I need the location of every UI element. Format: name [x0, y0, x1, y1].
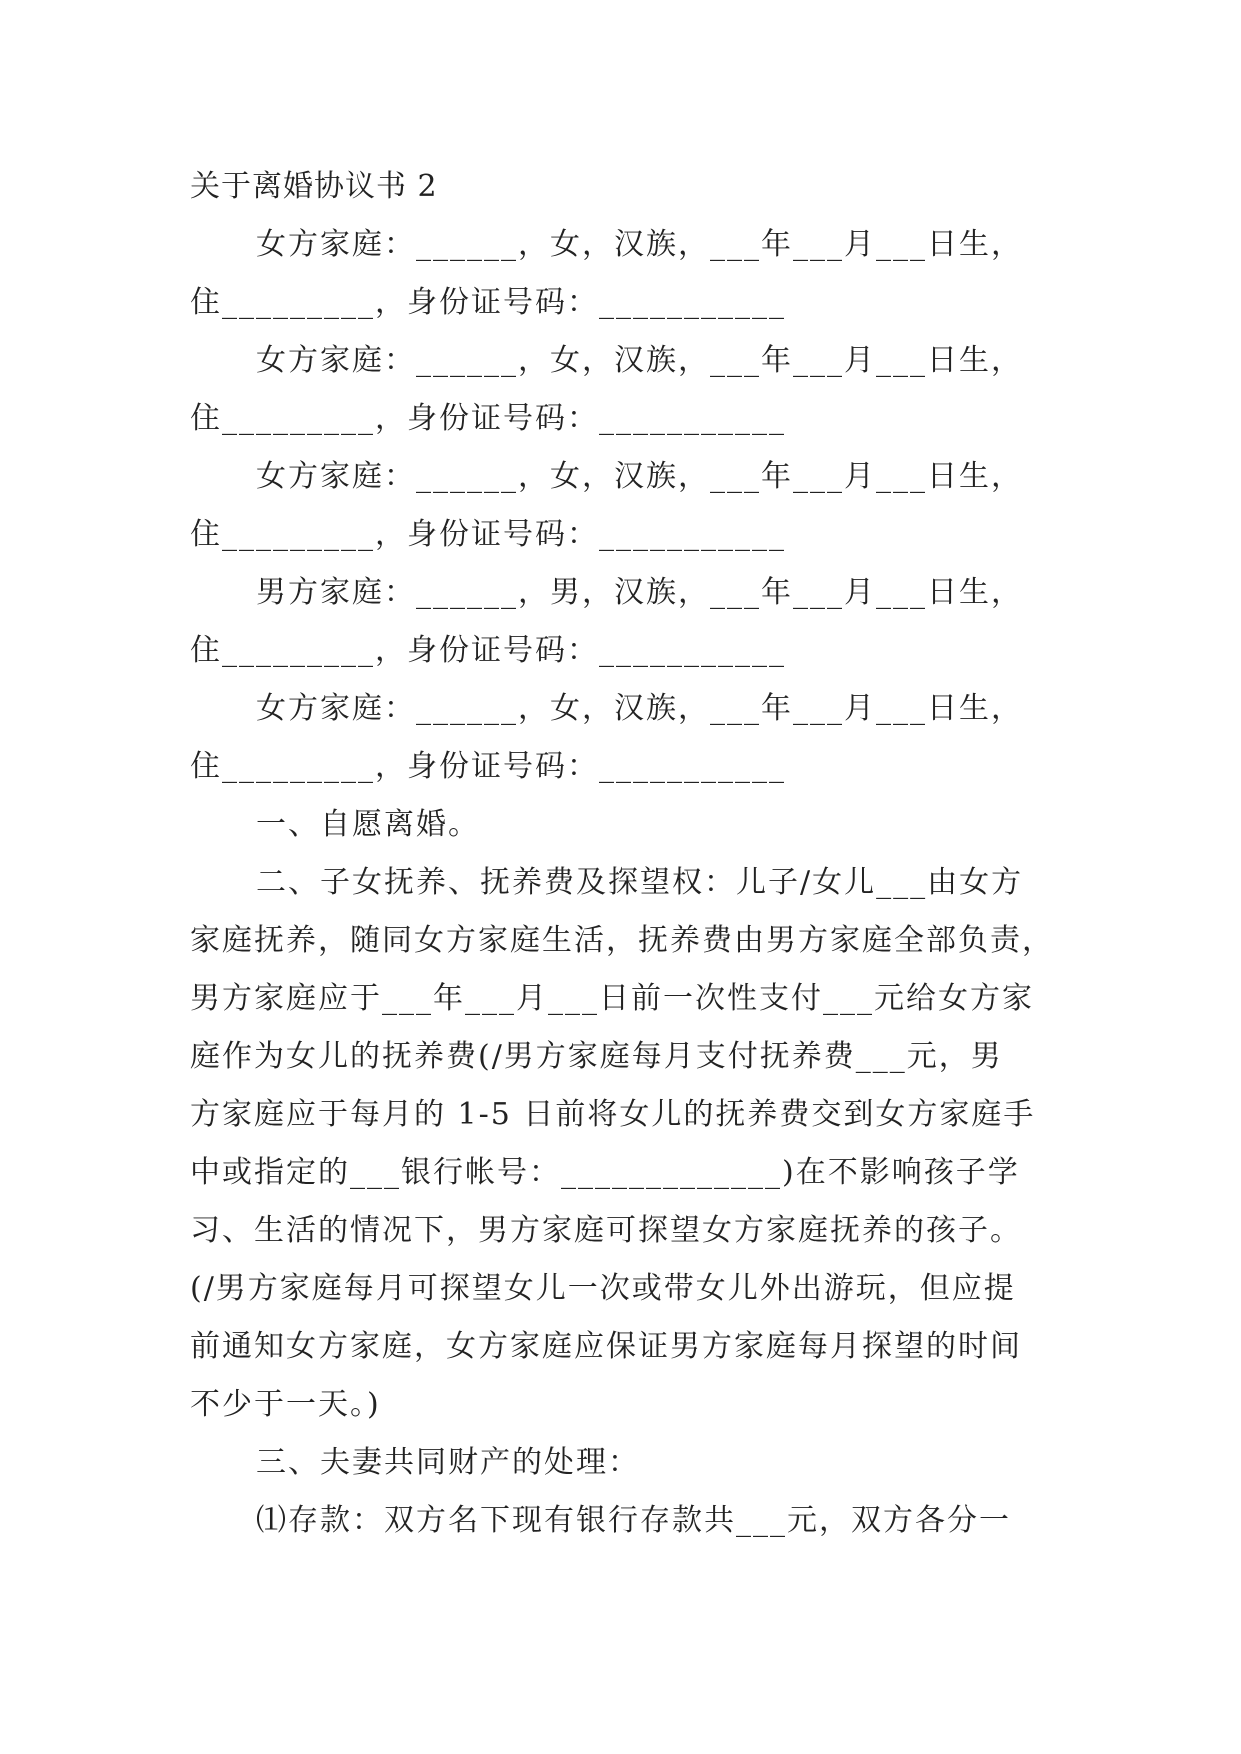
clause-paragraph-line: 不少于一天。)	[190, 1387, 381, 1422]
clause-paragraph-line: 前通知女方家庭，女方家庭应保证男方家庭每月探望的时间	[190, 1329, 1022, 1364]
clause-heading: 一、自愿离婚。	[256, 807, 480, 842]
party-line: 女方家庭：______，女，汉族，___年___月___日生，	[256, 343, 1023, 378]
clause-paragraph-line: 中或指定的___银行帐号：_____________)在不影响孩子学	[190, 1155, 1020, 1190]
party-line: 男方家庭：______，男，汉族，___年___月___日生，	[256, 575, 1023, 610]
party-line: 女方家庭：______，女，汉族，___年___月___日生，	[256, 459, 1023, 494]
party-line: 女方家庭：______，女，汉族，___年___月___日生，	[256, 227, 1023, 262]
party-address-line: 住_________，身份证号码：___________	[190, 517, 786, 552]
clause-heading: 三、夫妻共同财产的处理：	[256, 1445, 640, 1480]
clause-paragraph-line: 方家庭应于每月的 1-5 日前将女儿的抚养费交到女方家庭手	[190, 1097, 1036, 1132]
document-title: 关于离婚协议书 2	[190, 169, 438, 204]
party-address-line: 住_________，身份证号码：___________	[190, 401, 786, 436]
clause-paragraph-line: 家庭抚养，随同女方家庭生活，抚养费由男方家庭全部负责，	[190, 923, 1054, 958]
clause-paragraph-line: 庭作为女儿的抚养费(/男方家庭每月支付抚养费___元，男	[190, 1039, 1003, 1074]
document-body	[190, 158, 1060, 1550]
clause-paragraph-line: 男方家庭应于___年___月___日前一次性支付___元给女方家	[190, 981, 1034, 1016]
party-address-line: 住_________，身份证号码：___________	[190, 749, 786, 784]
party-address-line: 住_________，身份证号码：___________	[190, 285, 786, 320]
party-address-line: 住_________，身份证号码：___________	[190, 633, 786, 668]
clause-paragraph-line: (/男方家庭每月可探望女儿一次或带女儿外出游玩，但应提	[190, 1271, 1016, 1306]
clause-paragraph-line: 二、子女抚养、抚养费及探望权：儿子/女儿___由女方	[256, 865, 1024, 900]
clause-paragraph-line: ⑴存款：双方名下现有银行存款共___元，双方各分一	[256, 1503, 1011, 1538]
party-line: 女方家庭：______，女，汉族，___年___月___日生，	[256, 691, 1023, 726]
clause-paragraph-line: 习、生活的情况下，男方家庭可探望女方家庭抚养的孩子。	[190, 1213, 1022, 1248]
